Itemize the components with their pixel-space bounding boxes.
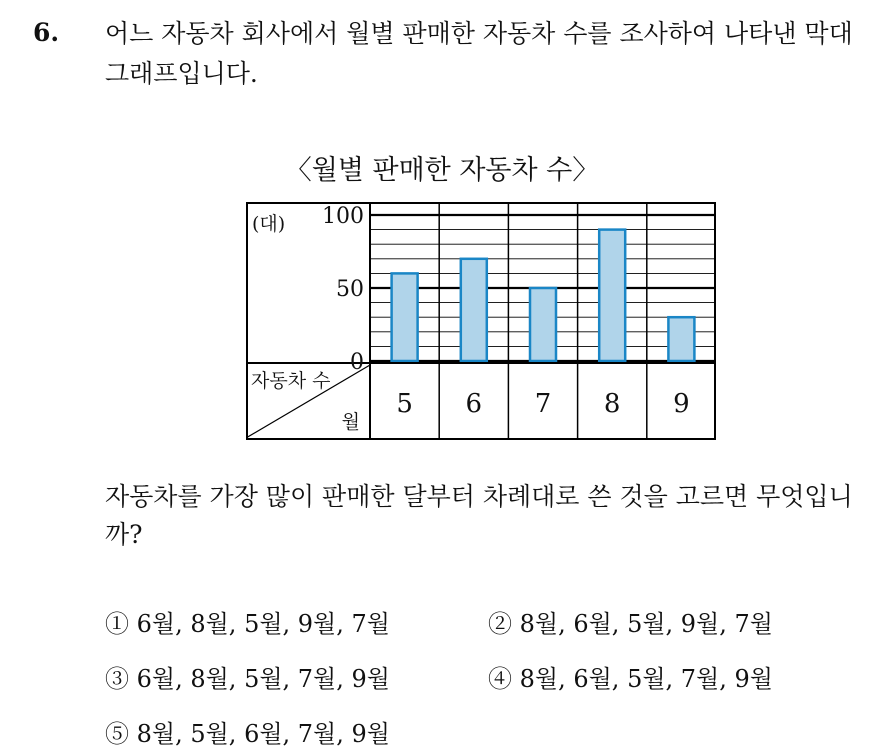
choice-2[interactable] xyxy=(488,604,773,639)
choice-1[interactable] xyxy=(105,604,390,639)
bar-7 xyxy=(530,288,556,361)
choice-3-marker: ③ xyxy=(105,665,129,693)
choice-2-text: 8월, 6월, 5월, 9월, 7월 xyxy=(519,610,773,638)
x-tick-label-8: 8 xyxy=(603,389,621,419)
y-tick-label: 0 xyxy=(350,350,364,375)
bar-9 xyxy=(668,317,694,361)
choice-3[interactable] xyxy=(105,659,390,694)
bar-8 xyxy=(599,230,625,361)
x-tick-label-6: 6 xyxy=(465,389,483,419)
choice-3-text: 6월, 8월, 5월, 7월, 9월 xyxy=(136,665,390,693)
bar-6 xyxy=(461,259,487,361)
question-text: 어느 자동차 회사에서 월별 판매한 자동차 수를 조사하여 나타낸 막대그래프입니다. xyxy=(105,19,853,88)
choice-5-marker: ⑤ xyxy=(105,720,129,748)
x-axis-title: 월 xyxy=(341,411,360,433)
unit-label: (대) xyxy=(252,213,286,235)
sub-question: 자동차를 가장 많이 판매한 달부터 차례대로 쓴 것을 고르면 무엇입니까? xyxy=(105,482,853,549)
bar-chart xyxy=(246,202,716,440)
y-tick-label: 100 xyxy=(322,204,364,229)
bar-5 xyxy=(392,273,418,361)
choice-5-text: 8월, 5월, 6월, 7월, 9월 xyxy=(136,720,390,748)
choice-2-marker: ② xyxy=(488,610,512,638)
x-tick-label-7: 7 xyxy=(534,389,552,419)
y-axis-title: 자동차 수 xyxy=(251,370,331,392)
choice-1-text: 6월, 8월, 5월, 9월, 7월 xyxy=(136,610,390,638)
choice-4[interactable] xyxy=(488,659,773,694)
choice-1-marker: ① xyxy=(105,610,129,638)
choice-4-text: 8월, 6월, 5월, 7월, 9월 xyxy=(519,665,773,693)
x-tick-label-5: 5 xyxy=(396,389,413,419)
y-tick-label: 50 xyxy=(336,277,364,302)
choice-4-marker: ④ xyxy=(488,665,512,693)
chart-title: 〈월별 판매한 자동차 수〉 xyxy=(284,155,600,186)
x-tick-label-9: 9 xyxy=(673,389,690,419)
question-number: 6. xyxy=(33,18,60,47)
